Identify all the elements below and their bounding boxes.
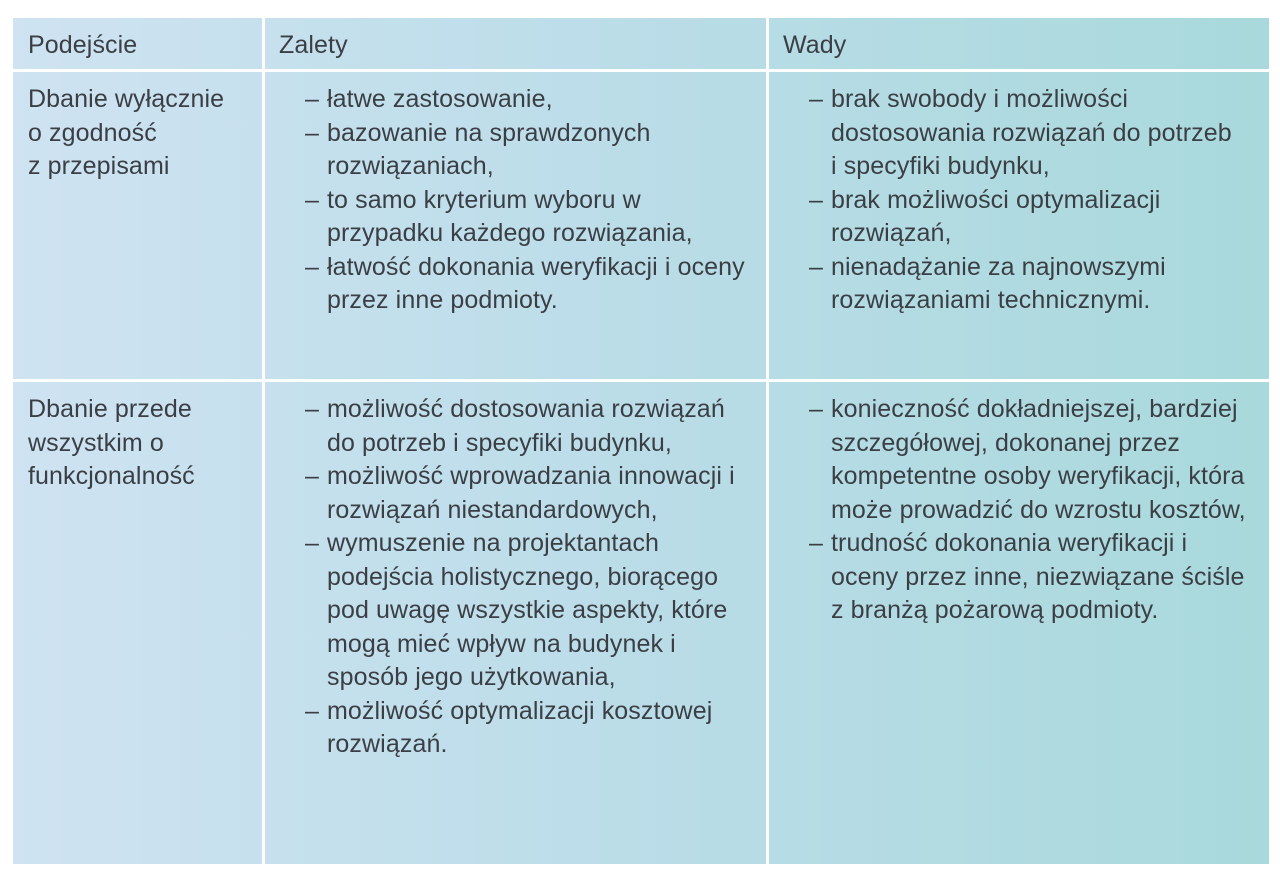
row1-cons-list [809, 83, 1239, 318]
header-pros: Zalety [279, 31, 348, 59]
list-item: – bazowanie na sprawdzonych rozwiązaniach, [305, 117, 755, 184]
row2-cons-list [809, 393, 1257, 628]
column-divider [766, 18, 769, 864]
row-divider [13, 69, 1269, 72]
header-approach: Podejście [28, 31, 138, 59]
row1-pros-list [305, 83, 755, 318]
header-cons: Wady [783, 31, 847, 59]
list-item: – łatwość dokonania weryfikacji i oceny przez inne podmioty. [305, 251, 755, 318]
list-item: – możliwość optymalizacji kosztowej rozwiązań. [305, 695, 755, 762]
list-item: – konieczność dokładniejszej, bardziej szczegółowej, dokonanej przez kompetentne osoby weryfikacji, która może prowadzić do wzrostu kosztów, [809, 393, 1257, 527]
row-divider [13, 379, 1269, 382]
list-item: – brak możliwości optymalizacji rozwiązań, [809, 184, 1239, 251]
list-item: – łatwe zastosowanie, [305, 83, 755, 117]
row2-approach: Dbanie przede wszystkim o funkcjonalność [28, 395, 195, 490]
row2-pros-list [305, 393, 755, 762]
list-item: – trudność dokonania weryfikacji i oceny przez inne, niezwiązane ściśle z branżą pożarową podmioty. [809, 527, 1257, 628]
list-item: – brak swobody i możliwości dostosowania rozwiązań do potrzeb i specyfiki budynku, [809, 83, 1239, 184]
comparison-table [13, 18, 1269, 864]
column-divider [262, 18, 265, 864]
list-item: – to samo kryterium wyboru w przypadku każdego rozwiązania, [305, 184, 755, 251]
row1-approach: Dbanie wyłącznie o zgodność z przepisami [28, 85, 225, 180]
list-item: – wymuszenie na projektantach podejścia holistycznego, biorącego pod uwagę wszystkie aspekty, które mogą mieć wpływ na budynek i sposób jego użytkowania, [305, 527, 755, 695]
list-item: – możliwość wprowadzania innowacji i rozwiązań niestandardowych, [305, 460, 755, 527]
list-item: – możliwość dostosowania rozwiązań do potrzeb i specyfiki budynku, [305, 393, 755, 460]
list-item: – nienadążanie za najnowszymi rozwiązaniami technicznymi. [809, 251, 1239, 318]
